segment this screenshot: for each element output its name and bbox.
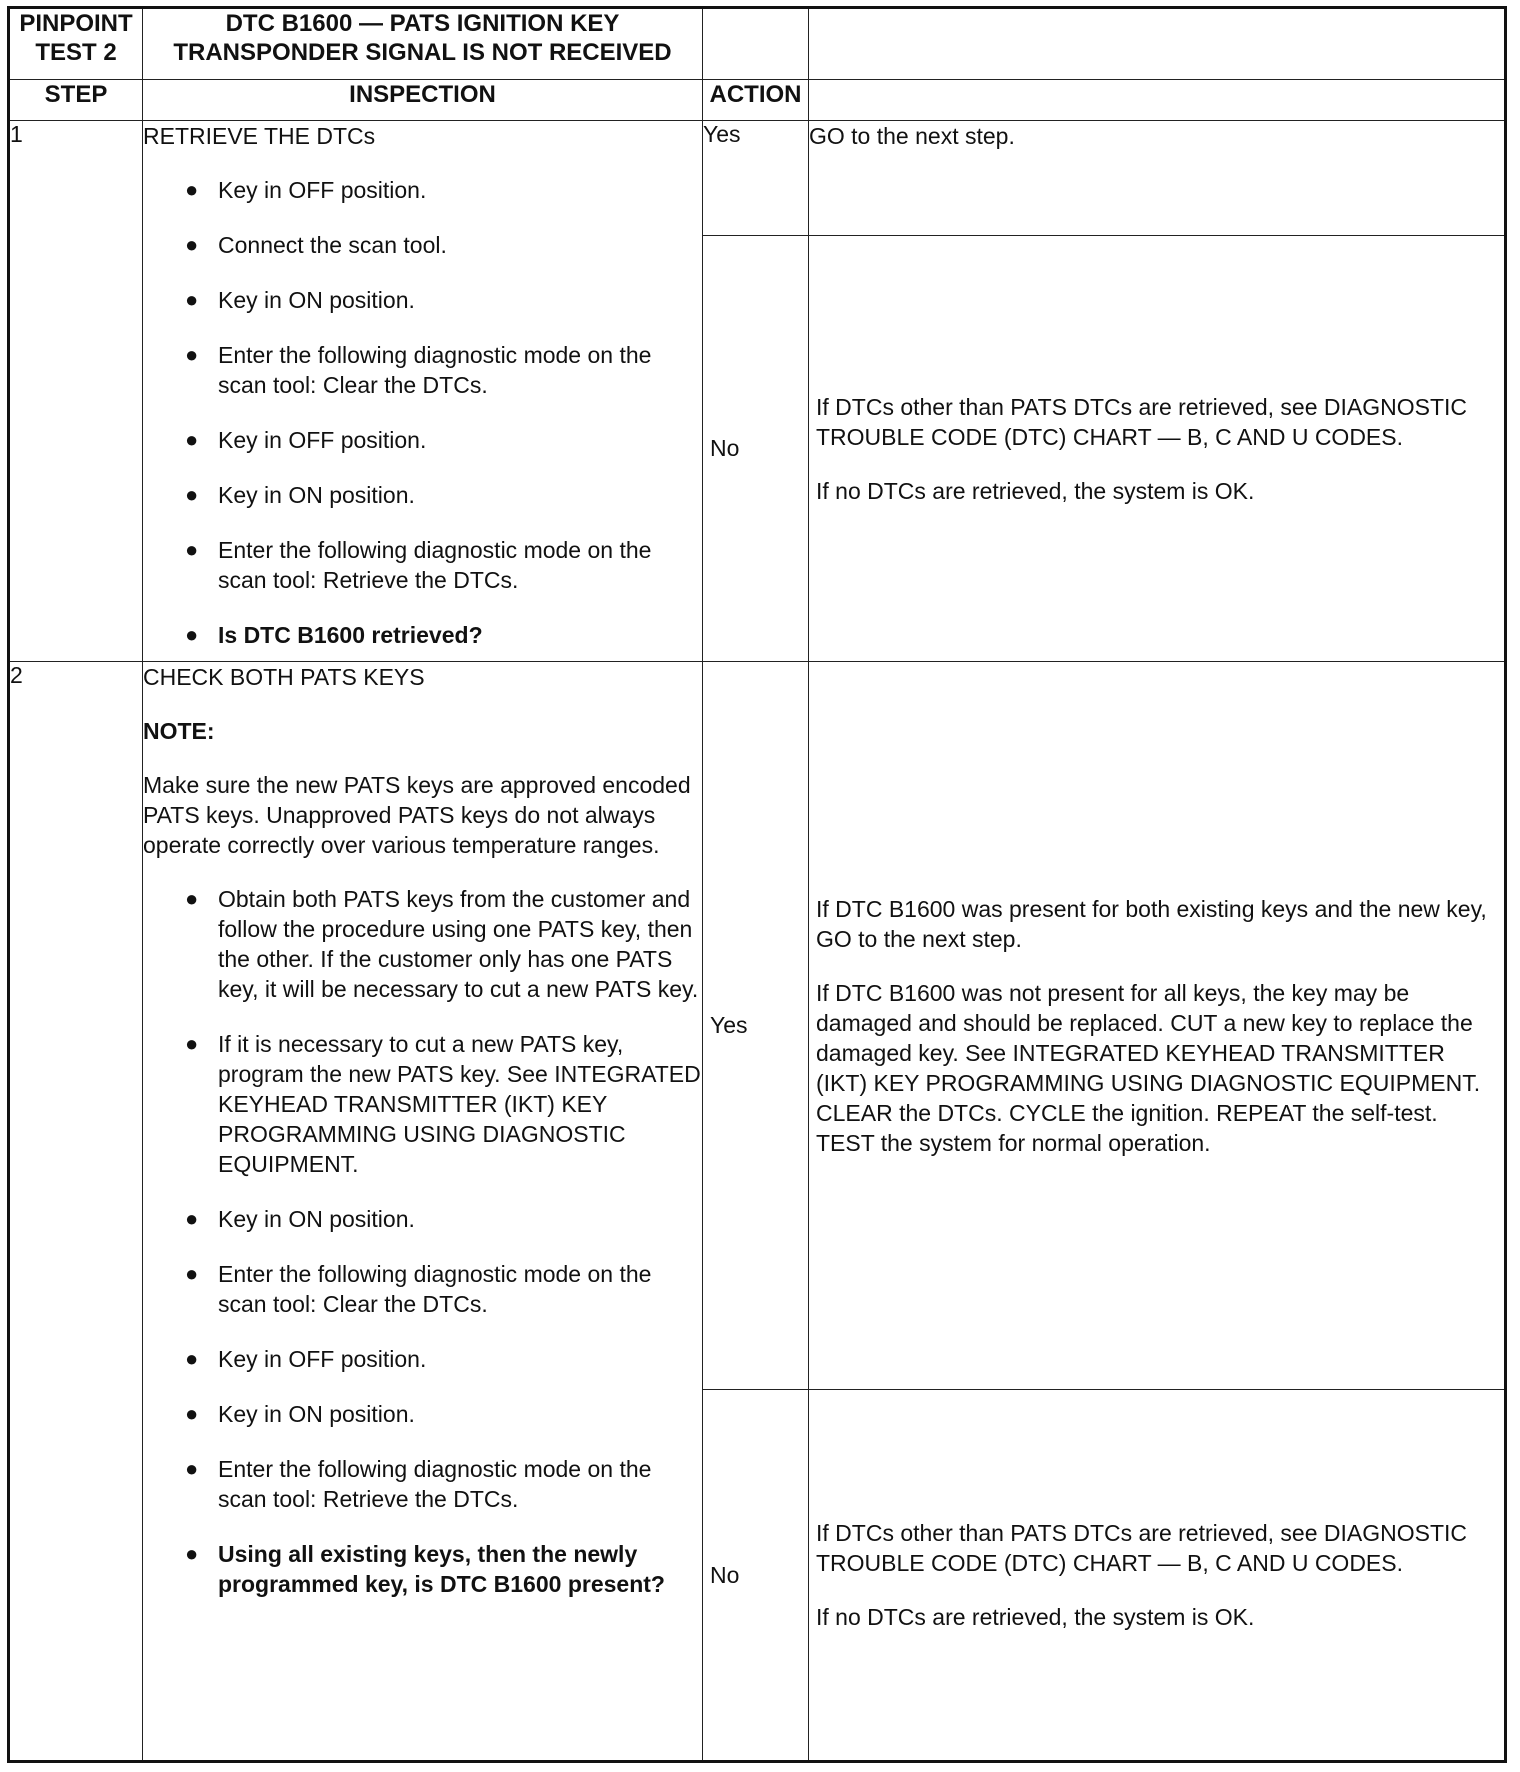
test-label: PINPOINT TEST 2: [9, 8, 143, 80]
note-text: Make sure the new PATS keys are approved encoded PATS keys. Unapproved PATS keys do not always operate correctly over various temperature ranges.: [143, 772, 691, 858]
list-item: ● Key in ON position.: [185, 1399, 702, 1429]
note-label: NOTE:: [143, 718, 215, 744]
column-header-row: [9, 80, 1506, 121]
result-text: If no DTCs are retrieved, the system is OK.: [816, 1604, 1255, 1630]
test-title: DTC B1600 — PATS IGNITION KEY TRANSPONDER SIGNAL IS NOT RECEIVED: [143, 8, 703, 80]
header-empty-action: [703, 8, 809, 80]
result-text: If DTC B1600 was not present for all keys, the key may be damaged and should be replaced. CUT a new key to replace the damaged key. See INTEGRATED KEYHEAD TRANSMITTER (IKT) KEY PROGRAMMING USING DIAGNOSTIC EQUIPMENT. CLEAR the DTCs. CYCLE the ignition. REPEAT the self-test. TEST the system for normal operation.: [816, 979, 1481, 1156]
list-item: ● Enter the following diagnostic mode on the scan tool: Retrieve the DTCs.: [185, 1454, 702, 1514]
list-item: ● Key in OFF position.: [185, 425, 702, 455]
result-text: If no DTCs are retrieved, the system is OK.: [816, 477, 1255, 504]
result-no: [809, 1390, 1506, 1762]
inspection-list: [143, 175, 702, 650]
step-1-row-yes: [9, 121, 1506, 236]
list-item: ● Enter the following diagnostic mode on the scan tool: Clear the DTCs.: [185, 340, 702, 400]
action-no: No: [703, 1390, 809, 1762]
inspection-question: ● Is DTC B1600 retrieved?: [185, 620, 702, 650]
list-item: ● If it is necessary to cut a new PATS key, program the new PATS key. See INTEGRATED KEYHEAD TRANSMITTER (IKT) KEY PROGRAMMING USING DIAGNOSTIC EQUIPMENT.: [185, 1029, 702, 1179]
step-1-inspection: [143, 121, 703, 662]
list-item: ● Enter the following diagnostic mode on the scan tool: Retrieve the DTCs.: [185, 535, 702, 595]
list-item: ● Enter the following diagnostic mode on the scan tool: Clear the DTCs.: [185, 1259, 702, 1319]
col-action: ACTION: [703, 80, 809, 121]
step-2-row-yes: [9, 662, 1506, 1390]
list-item: ● Key in ON position.: [185, 285, 702, 315]
list-item: ● Key in ON position.: [185, 1204, 702, 1234]
step-title: CHECK BOTH PATS KEYS: [143, 664, 425, 690]
header-row: [9, 8, 1506, 80]
col-result-empty: [809, 80, 1506, 121]
step-number: 2: [9, 662, 143, 1762]
result-yes: [809, 662, 1506, 1390]
result-text: If DTCs other than PATS DTCs are retrieved, see DIAGNOSTIC TROUBLE CODE (DTC) CHART — B, C AND U CODES.: [816, 393, 1467, 450]
result-no: [809, 236, 1506, 662]
result-text: If DTC B1600 was present for both existing keys and the new key, GO to the next step.: [816, 895, 1487, 952]
step-2-inspection: [143, 662, 703, 1762]
inspection-list: [143, 884, 702, 1599]
col-inspection: INSPECTION: [143, 80, 703, 121]
list-item: ● Obtain both PATS keys from the customer and follow the procedure using one PATS key, then the other. If the customer only has one PATS key, it will be necessary to cut a new PATS key.: [185, 884, 702, 1004]
action-yes: Yes: [703, 662, 809, 1390]
list-item: ● Key in OFF position.: [185, 175, 702, 205]
step-number: 1: [9, 121, 143, 662]
header-empty-result: [809, 8, 1506, 80]
list-item: ● Key in OFF position.: [185, 1344, 702, 1374]
result-text: GO to the next step.: [809, 123, 1015, 149]
list-item: ● Key in ON position.: [185, 480, 702, 510]
result-yes: [809, 121, 1506, 236]
action-no: No: [703, 236, 809, 662]
list-item: ● Connect the scan tool.: [185, 230, 702, 260]
inspection-question: ● Using all existing keys, then the newly programmed key, is DTC B1600 present?: [185, 1539, 702, 1599]
result-text: If DTCs other than PATS DTCs are retrieved, see DIAGNOSTIC TROUBLE CODE (DTC) CHART — B, C AND U CODES.: [816, 1520, 1467, 1576]
pinpoint-test-table: [7, 6, 1507, 1763]
col-step: STEP: [9, 80, 143, 121]
step-title: RETRIEVE THE DTCs: [143, 123, 376, 149]
action-yes: Yes: [703, 121, 809, 236]
